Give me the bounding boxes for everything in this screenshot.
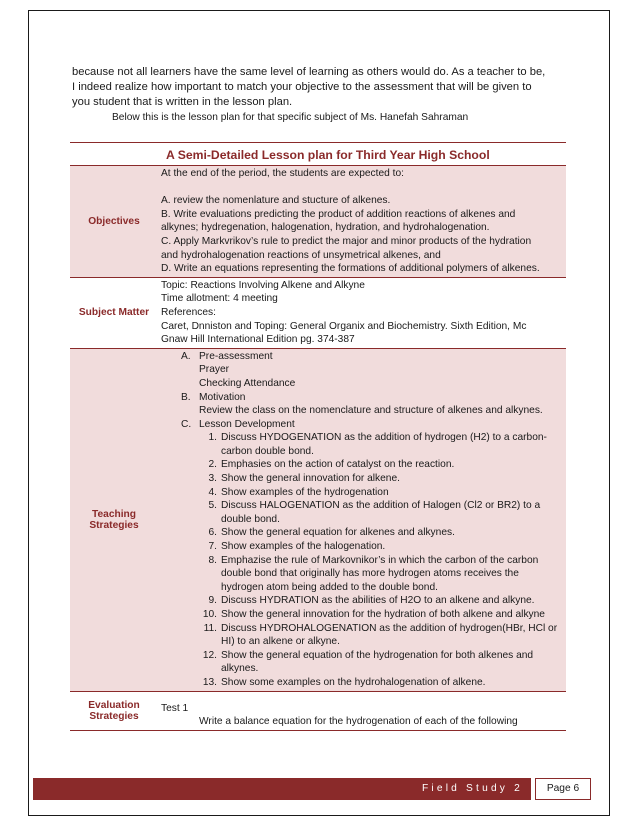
step-item (208, 472, 563, 486)
label-line: Teaching (92, 508, 136, 520)
header-empty-cell (70, 143, 158, 166)
footer-course-bar: Field Study 2 (33, 778, 531, 800)
step-number: 11. (203, 622, 217, 634)
step-item (202, 676, 563, 690)
subject-line: Topic: Reactions Involving Alkene and Alkyne (161, 279, 365, 291)
step-item (208, 499, 563, 526)
subject-matter-label: Subject Matter (70, 277, 158, 348)
step-text: Show some examples on the hydrohalogenation of alkene. (221, 676, 486, 688)
strategy-item: Prayer (199, 364, 230, 376)
evaluation-test: Test 1 (161, 702, 189, 714)
step-text: HI) to an alkene or alkyne. (221, 636, 340, 648)
lesson-plan-table (70, 142, 566, 731)
intro-line: I indeed realize how important to match your objective to the assessment that will be given to (72, 81, 532, 93)
step-text: Discuss HYDRATION as the abilities of H2O to an alkene and alkyne. (221, 595, 535, 607)
step-text: Show examples of the hydrogenation (221, 486, 389, 498)
step-text: Show the general equation of the hydrogenation for both alkenes and (221, 649, 534, 661)
step-number: 12. (202, 649, 217, 661)
subject-line: References: (161, 306, 216, 318)
intro-paragraph (72, 65, 572, 125)
step-text: hydrogen atom being added to the double bond. (221, 581, 438, 593)
objective-line: C. Apply Markvrikov’s rule to predict the major and minor products of the hydration (161, 235, 532, 247)
step-number: 13. (202, 676, 217, 688)
strategy-c (181, 418, 563, 690)
objectives-row (70, 166, 566, 278)
intro-line: because not all learners have the same level of learning as others would do. As a teacher to be, (72, 66, 546, 78)
step-item (208, 540, 563, 554)
step-text: Show the general innovation for the hydration of both alkene and alkyne (221, 609, 545, 620)
label-line: Strategies (89, 519, 139, 531)
subject-matter-content (158, 277, 566, 348)
step-text: Show the general equation for alkenes and alkynes. (221, 527, 455, 539)
strategy-b (181, 391, 563, 418)
subject-line: Gnaw Hill International Edition pg. 374-387 (161, 334, 355, 346)
strategy-item: Checking Attendance (199, 377, 296, 389)
step-number: 1. (208, 432, 217, 444)
step-number: 8. (208, 554, 217, 566)
evaluation-label (70, 691, 158, 730)
lesson-plan-title: A Semi-Detailed Lesson plan for Third Year High School (158, 143, 566, 166)
step-text: Show examples of the halogenation. (221, 541, 386, 553)
subject-line: Caret, Dnniston and Toping: General Organix and Biochemistry. Sixth Edition, Mc (161, 320, 527, 332)
step-text: Discuss HALOGENATION as the addition of Halogen (Cl2 or BR2) to a (221, 500, 541, 512)
objective-line: B. Write evaluations predicting the product of addition reactions of alkenes and (161, 208, 516, 220)
step-text: double bond. (221, 513, 280, 525)
objective-line: At the end of the period, the students are expected to: (161, 168, 404, 179)
step-number: 7. (208, 541, 217, 553)
step-item (203, 622, 563, 649)
teaching-strategies-row (70, 348, 566, 691)
step-item (208, 594, 563, 608)
page-footer (28, 776, 610, 802)
page-number: Page 6 (535, 778, 591, 800)
subject-line: Time allotment: 4 meeting (161, 293, 278, 305)
strategy-list (161, 350, 563, 690)
step-text: Emphazise the rule of Markovnikor’s in which the carbon of the carbon (221, 554, 539, 566)
step-item (208, 458, 563, 472)
strategy-title: Pre-assessment (199, 350, 273, 362)
intro-line: you student that is written in the lesson plan. (72, 96, 293, 108)
subject-matter-row (70, 277, 566, 348)
step-item (208, 431, 563, 458)
strategy-title: Motivation (199, 391, 246, 403)
objectives-label: Objectives (70, 166, 158, 278)
step-number: 10. (202, 609, 217, 620)
table-header-row (70, 143, 566, 166)
step-text: alkynes. (221, 663, 259, 675)
strategy-title: Lesson Development (199, 418, 295, 430)
objective-line: alkynes; hydregenation, halogenation, hydration, and hydrohalogenation. (161, 222, 490, 234)
lesson-steps (199, 431, 563, 689)
label-line: Evaluation (88, 699, 140, 711)
teaching-strategies-label (70, 348, 158, 691)
evaluation-row (70, 691, 566, 730)
objective-blank (161, 181, 563, 195)
step-number: 4. (208, 486, 217, 498)
strategy-a (181, 350, 563, 391)
step-item (208, 554, 563, 595)
step-item (202, 649, 563, 676)
objective-line: A. review the nomenlature and stucture of alkenes. (161, 195, 391, 207)
step-number: 3. (208, 473, 217, 485)
step-number: 6. (208, 527, 217, 539)
step-number: 9. (208, 595, 217, 607)
label-line: Strategies (89, 710, 139, 722)
objectives-content (158, 166, 566, 278)
step-number: 2. (208, 459, 217, 471)
step-item (202, 608, 563, 622)
step-text: Show the general innovation for alkene. (221, 473, 400, 485)
evaluation-instruction: Write a balance equation for the hydrogenation of each of the following (199, 716, 518, 728)
list-marker: B. (181, 391, 191, 403)
step-text: Discuss HYDROHALOGENATION as the addition of hydrogen(HBr, HCl or (221, 622, 558, 634)
list-marker: A. (181, 350, 191, 362)
step-text: double bond that originally has more hydrogen atoms receives the (221, 568, 519, 580)
objective-line: and hydrohalogenation reactions of unsymetrical alkenes, and (161, 249, 441, 261)
teaching-strategies-content (158, 348, 566, 691)
step-text: Emphasies on the action of catalyst on the reaction. (221, 459, 455, 471)
step-item (208, 526, 563, 540)
strategy-item: Review the class on the nomenclature and structure of alkenes and alkynes. (199, 405, 543, 417)
objective-line: D. Write an equations representing the formations of additional polymers of alkenes. (161, 263, 540, 275)
step-text: carbon double bond. (221, 445, 314, 457)
step-item (208, 486, 563, 500)
list-marker: C. (181, 418, 192, 430)
step-number: 5. (208, 500, 217, 512)
intro-line: Below this is the lesson plan for that specific subject of Ms. Hanefah Sahraman (112, 112, 469, 123)
evaluation-content (158, 691, 566, 730)
step-text: Discuss HYDOGENATION as the addition of hydrogen (H2) to a carbon- (221, 432, 547, 444)
